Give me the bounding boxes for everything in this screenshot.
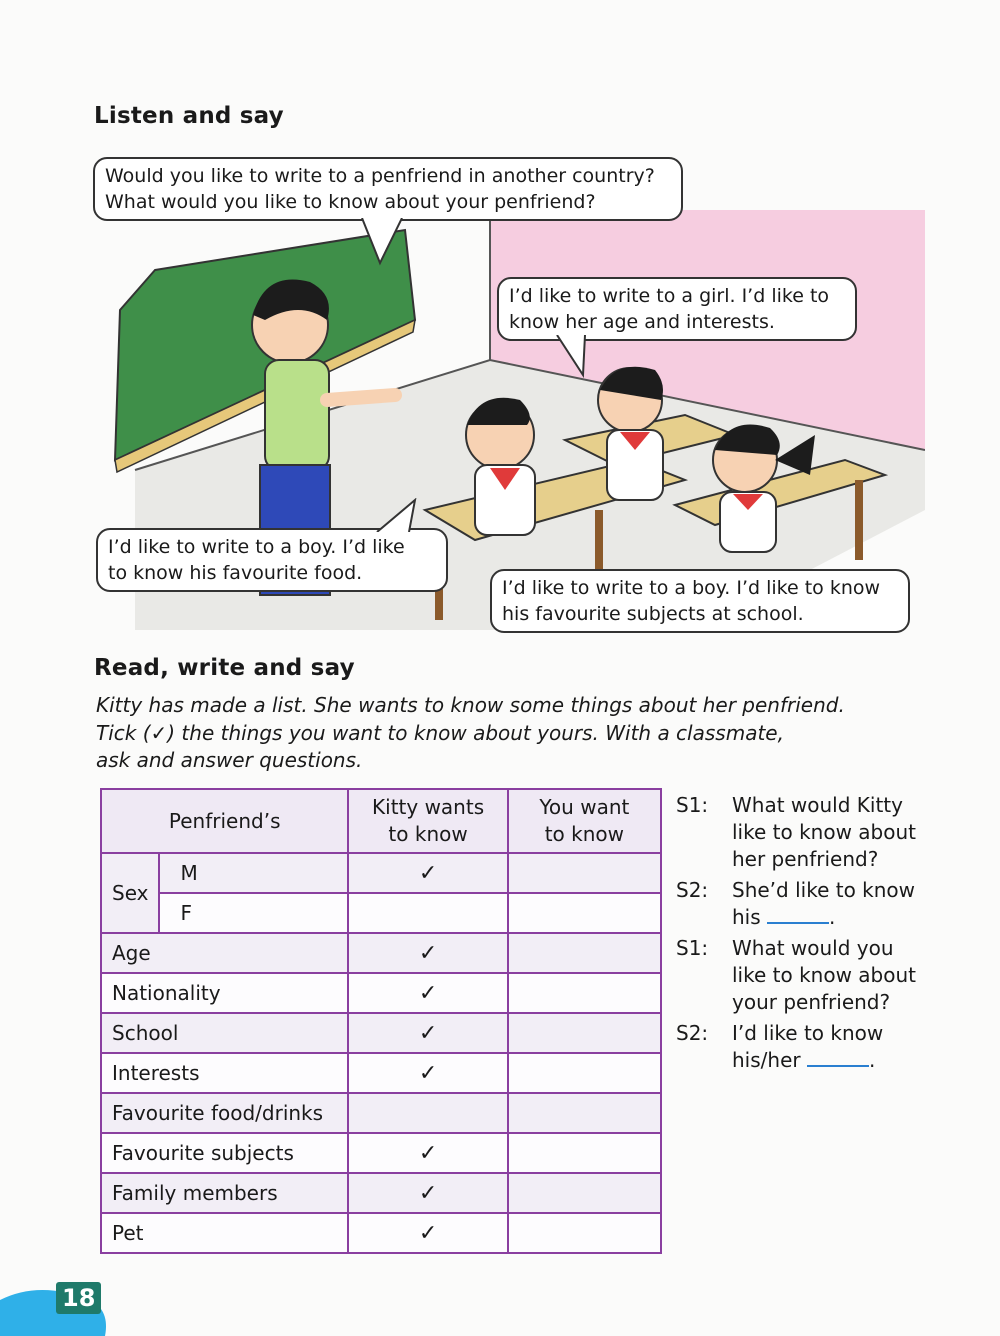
speech-bubble-teacher: Would you like to write to a penfriend in another country? What would you like to know about your penfriend?	[93, 157, 683, 221]
you-tick-cell[interactable]	[508, 1013, 661, 1053]
row-label: School	[101, 1013, 348, 1053]
row-label: Interests	[101, 1053, 348, 1093]
header-penfriends: Penfriend’s	[101, 789, 348, 853]
speaker-label: S2:	[676, 1021, 709, 1045]
you-tick-cell[interactable]	[508, 893, 661, 933]
kitty-tick: ✓	[348, 1133, 507, 1173]
kitty-tick: ✓	[348, 853, 507, 893]
row-label: Pet	[101, 1213, 348, 1253]
bubble-tail	[375, 498, 425, 532]
speaker-label: S1:	[676, 936, 709, 960]
header-you: You want to know	[508, 789, 661, 853]
you-tick-cell[interactable]	[508, 853, 661, 893]
you-tick-cell[interactable]	[508, 1133, 661, 1173]
row-label: Favourite subjects	[101, 1133, 348, 1173]
row-label: Favourite food/drinks	[101, 1093, 348, 1133]
speech-bubble-girl-back: I’d like to write to a girl. I’d like to know her age and interests.	[497, 277, 857, 341]
header-kitty: Kitty wants to know	[348, 789, 507, 853]
penfriend-table	[100, 788, 662, 1254]
row-label-sex: Sex	[101, 853, 159, 933]
dialog-line: S2: I’d like to know his/her .	[676, 1021, 884, 1072]
bubble-tail	[555, 335, 595, 380]
you-tick-cell[interactable]	[508, 1053, 661, 1093]
answer-blank[interactable]	[807, 1047, 869, 1067]
row-label: Nationality	[101, 973, 348, 1013]
speech-bubble-boy: I’d like to write to a boy. I’d like to know his favourite food.	[96, 528, 448, 592]
page-number: 18	[56, 1282, 101, 1314]
bubble-tail	[360, 218, 410, 268]
kitty-tick: ✓	[348, 1053, 507, 1093]
kitty-tick	[348, 1093, 507, 1133]
section-title-read-write: Read, write and say	[94, 655, 355, 681]
kitty-tick: ✓	[348, 933, 507, 973]
you-tick-cell[interactable]	[508, 933, 661, 973]
speaker-label: S2:	[676, 878, 709, 902]
answer-blank[interactable]	[767, 904, 829, 924]
you-tick-cell[interactable]	[508, 1213, 661, 1253]
dialog-box	[676, 792, 936, 1078]
speaker-label: S1:	[676, 793, 709, 817]
kitty-tick: ✓	[348, 1173, 507, 1213]
row-label: Age	[101, 933, 348, 973]
row-label-sex-f: F	[159, 893, 348, 933]
you-tick-cell[interactable]	[508, 973, 661, 1013]
row-label-sex-m: M	[159, 853, 348, 893]
kitty-tick	[348, 893, 507, 933]
section-title-listen: Listen and say	[94, 103, 284, 129]
dialog-line: S1: What would Kitty like to know about her penfriend?	[676, 793, 916, 871]
row-label: Family members	[101, 1173, 348, 1213]
kitty-tick: ✓	[348, 1013, 507, 1053]
instructions: Kitty has made a list. She wants to know some things about her penfriend. Tick (✓) the things you want to know about yours. With a classmate, ask and answer questions.	[96, 693, 845, 772]
you-tick-cell[interactable]	[508, 1173, 661, 1213]
dialog-line: S1: What would you like to know about your penfriend?	[676, 936, 916, 1014]
speech-bubble-girl-front: I’d like to write to a boy. I’d like to know his favourite subjects at school.	[490, 569, 910, 633]
dialog-line: S2: She’d like to know his .	[676, 878, 916, 929]
kitty-tick: ✓	[348, 1213, 507, 1253]
you-tick-cell[interactable]	[508, 1093, 661, 1133]
kitty-tick: ✓	[348, 973, 507, 1013]
